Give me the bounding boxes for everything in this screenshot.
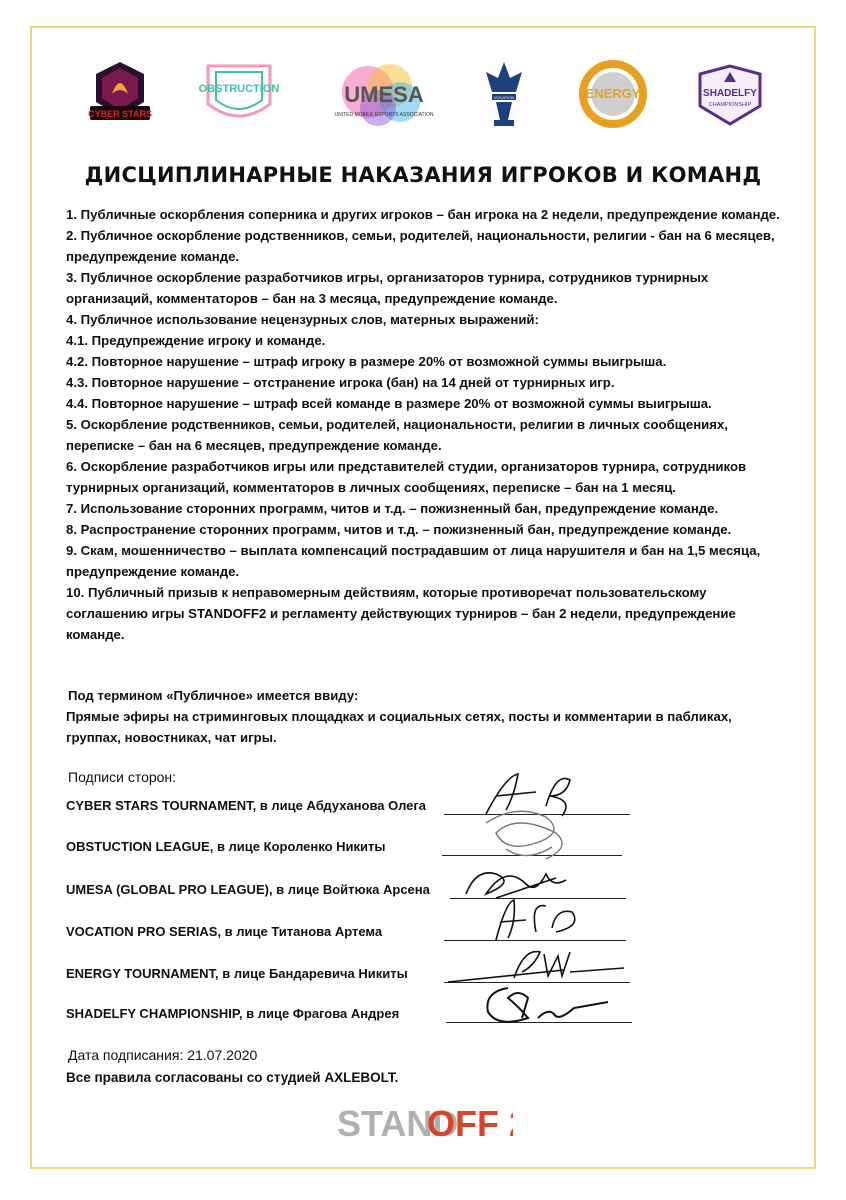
signing-date: Дата подписания: 21.07.2020 <box>68 1047 258 1063</box>
signature-label: CYBER STARS TOURNAMENT, в лице Абдуханова Олега <box>66 798 427 813</box>
rule-item: 8. Распространение сторонних программ, читов и т.д. – пожизненный бан, предупреждение команде. <box>66 522 732 537</box>
term-text: Прямые эфиры на стриминговых площадках и социальных сетях, посты и комментарии в пабликах, группах, новостниках, чат игры. <box>66 709 732 745</box>
page-title: ДИСЦИПЛИНАРНЫЕ НАКАЗАНИЯ ИГРОКОВ И КОМАНД <box>84 163 762 187</box>
vocation-logo-text: VOCATION <box>493 95 515 100</box>
rule-item: 4.4. Повторное нарушение – штраф всей команде в размере 20% от возможной суммы выигрыша. <box>66 396 712 411</box>
signature-label: UMESA (GLOBAL PRO LEAGUE), в лице Войтюка Арсена <box>66 882 430 897</box>
rule-item: 7. Использование сторонних программ, читов и т.д. – пожизненный бан, предупреждение команде. <box>66 501 719 516</box>
standoff-logo-part2: OFF <box>427 1103 499 1144</box>
rule-item: 10. Публичный призыв к неправомерным действиям, которые противоречат пользовательскому соглашению игры STANDOFF2 и регламенту действующих турниров – бан 2 недели, предупреждение команде. <box>66 585 736 642</box>
standoff-logo-part1: STAND <box>337 1103 459 1144</box>
logo-strip <box>70 58 770 138</box>
rule-item: 6. Оскорбление разработчиков игры или представителей студии, организаторов турнира, сотрудников турнирных организаций, комментаторов в личных сообщениях, переписке – бан на 1 месяц. <box>66 459 747 495</box>
rule-item: 5. Оскорбление родственников, семьи, родителей, национальности, религии в личных сообщениях, переписке – бан на 6 месяцев, предупреждение команде. <box>66 417 728 453</box>
rule-item: 9. Скам, мошенничество – выплата компенсаций пострадавшим от лица нарушителя и бан на 1,5 месяца, предупреждение команде. <box>66 543 761 579</box>
rule-item: 2. Публичное оскорбление родственников, семьи, родителей, национальности, религии - бан на 6 месяцев, предупреждение команде. <box>66 228 775 264</box>
rule-item: 4.1. Предупреждение игроку и команде. <box>66 333 326 348</box>
term-title: Под термином «Публичное» имеется ввиду: <box>68 688 359 703</box>
signature-row <box>66 1000 646 1030</box>
cyber-stars-logo <box>82 58 158 136</box>
standoff-logo <box>0 1100 846 1149</box>
umesa-logo-text: UMESA <box>344 82 424 107</box>
rule-item: 4. Публичное использование нецензурных слов, матерных выражений: <box>66 312 539 327</box>
shadelfy-logo-text: SHADELFY <box>703 88 757 99</box>
approval-note: Все правила согласованы со студией AXLEBOLT. <box>66 1070 399 1085</box>
rules-list <box>66 204 786 645</box>
signature-label: SHADELFY CHAMPIONSHIP, в лице Фрагова Андрея <box>66 1006 400 1021</box>
signatures-heading: Подписи сторон: <box>68 769 177 785</box>
signature-mark <box>486 892 586 948</box>
rule-item: 4.3. Повторное нарушение – отстранение игрока (бан) на 14 дней от турнирных игр. <box>66 375 615 390</box>
signature-label: OBSTUCTION LEAGUE, в лице Короленко Никиты <box>66 839 386 854</box>
shadelfy-logo-subtext: CHAMPIONSHIP <box>708 102 752 108</box>
umesa-logo-subtext: UNITED MOBILE ESPORTS ASSOCIATION <box>334 112 434 118</box>
term-definition <box>66 685 786 748</box>
vocation-logo <box>478 58 530 136</box>
cyber-stars-logo-text: CYBER STARS <box>88 109 152 119</box>
obstruction-logo-text: OBSTRUCTION <box>198 83 280 95</box>
rule-item: 4.2. Повторное нарушение – штраф игроку в размере 20% от возможной суммы выигрыша. <box>66 354 667 369</box>
obstruction-league-logo <box>196 58 282 136</box>
umesa-logo <box>328 58 440 136</box>
energy-logo <box>576 58 650 136</box>
rule-item: 3. Публичное оскорбление разработчиков игры, организаторов турнира, сотрудников турнирных организаций, комментаторов – бан на 3 месяца, предупреждение команде. <box>66 270 709 306</box>
signature-mark <box>478 978 618 1034</box>
rule-item: 1. Публичные оскорбления соперника и других игроков – бан игрока на 2 недели, предупреждение команде. <box>66 207 780 222</box>
signature-label: VOCATION PRO SERIAS, в лице Титанова Артема <box>66 924 383 939</box>
signature-label: ENERGY TOURNAMENT, в лице Бандаревича Никиты <box>66 966 408 981</box>
energy-logo-text: ENERGY <box>585 86 641 101</box>
shadelfy-logo <box>690 58 770 136</box>
